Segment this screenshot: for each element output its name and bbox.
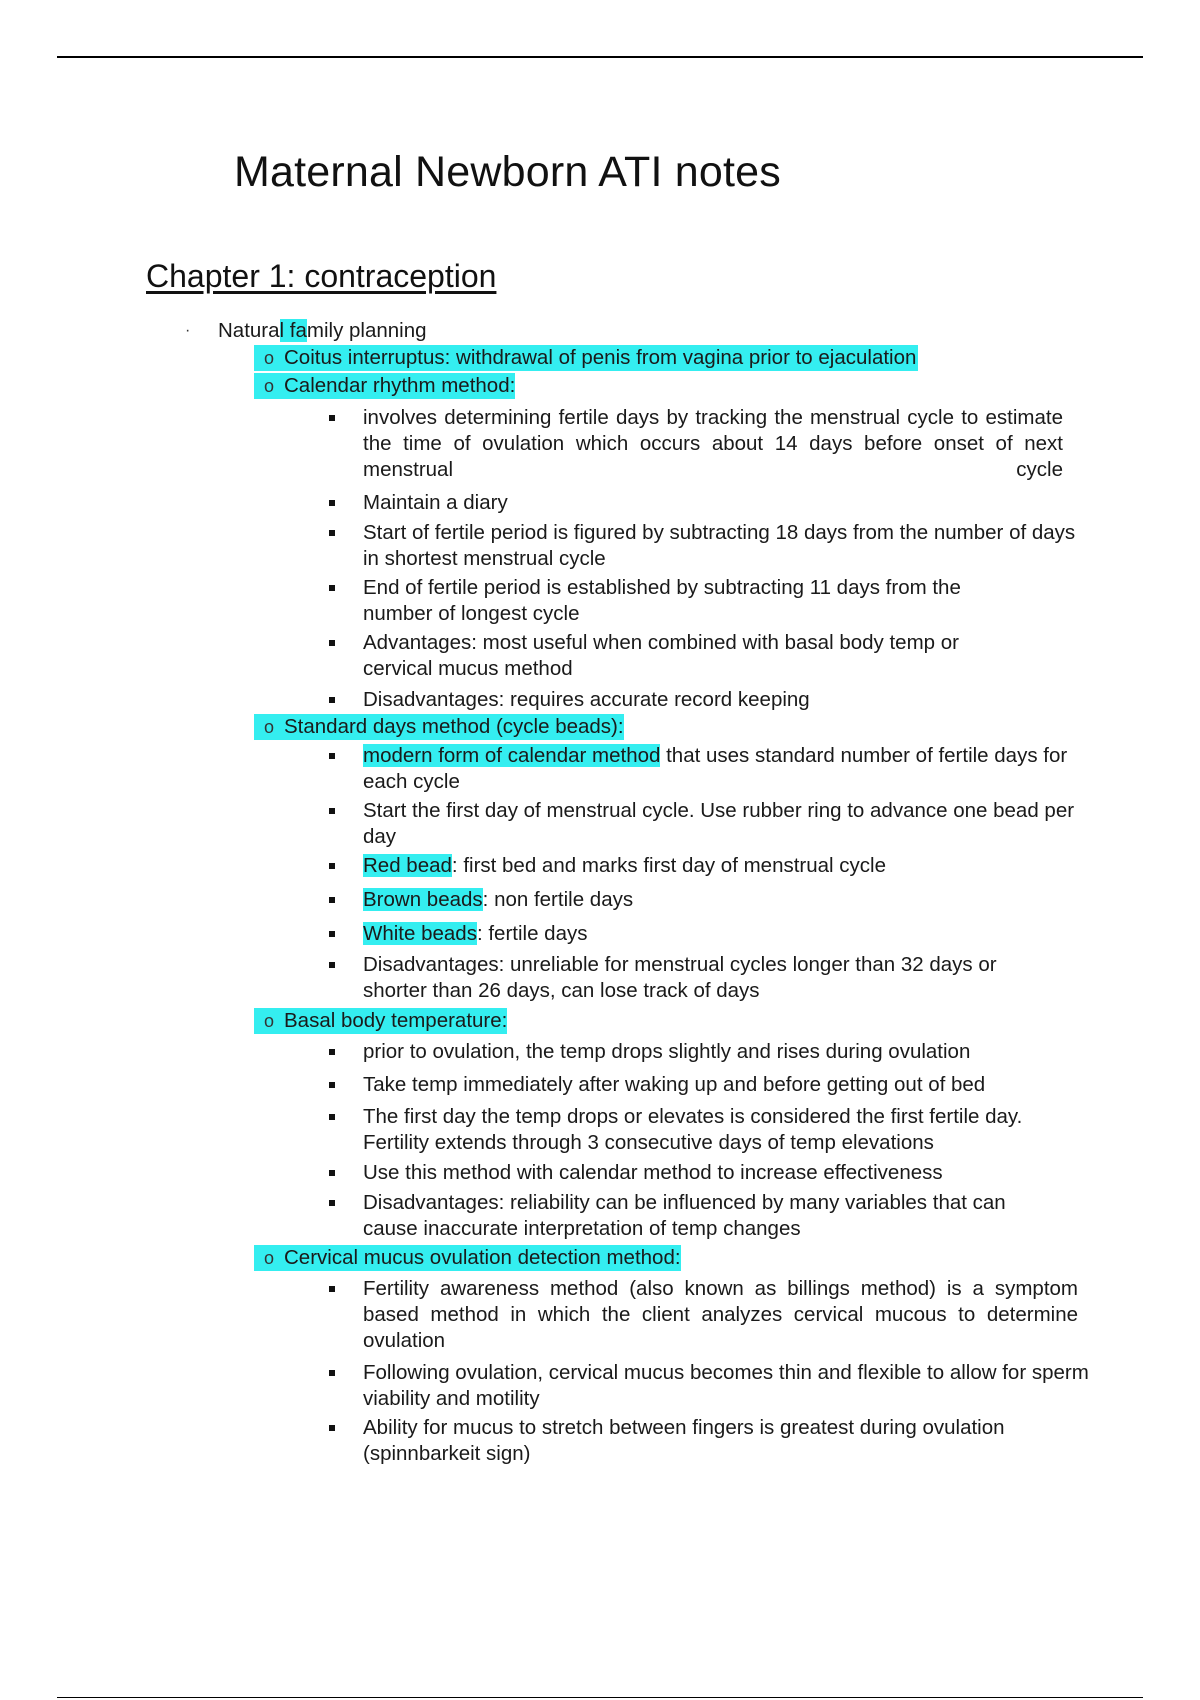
standard-days-item-6: Disadvantages: unreliable for menstrual cycles longer than 32 days or shorter than 26 days, can lose track of days <box>363 953 997 1002</box>
basal-item-5: Disadvantages: reliability can be influenced by many variables that can cause inaccurate interpretation of temp changes <box>363 1191 1006 1240</box>
calendar-item-3: Start of fertile period is figured by subtracting 18 days from the number of days in shortest menstrual cycle <box>363 521 1076 570</box>
header-rule <box>57 56 1143 58</box>
square-bullet-icon <box>329 1370 335 1376</box>
section-standard-days: Standard days method (cycle beads): <box>284 715 624 738</box>
square-bullet-icon <box>329 415 335 421</box>
square-bullet-icon <box>329 500 335 506</box>
square-bullet-icon <box>329 585 335 591</box>
square-bullet-icon <box>329 931 335 937</box>
mucus-item-1: Fertility awareness method (also known as billings method) is a symptom based method in which the client analyzes cervical mucous to determine ovulation <box>363 1277 1078 1352</box>
square-bullet-icon <box>329 1286 335 1292</box>
square-bullet-icon <box>329 697 335 703</box>
square-bullet-icon <box>329 1425 335 1431</box>
standard-days-item-red: Red bead: first bed and marks first day of menstrual cycle <box>363 854 886 877</box>
circle-bullet-icon: o <box>254 714 284 740</box>
square-bullet-icon <box>329 530 335 536</box>
list-item-natural-family-planning: Natural family planning <box>218 319 427 342</box>
calendar-item-5: Advantages: most useful when combined with basal body temp or cervical mucus method <box>363 631 959 680</box>
square-bullet-icon <box>329 808 335 814</box>
square-bullet-icon <box>329 863 335 869</box>
calendar-item-4: End of fertile period is established by subtracting 11 days from the number of longest cycle <box>363 576 961 625</box>
calendar-item-2: Maintain a diary <box>363 491 508 514</box>
circle-bullet-icon: o <box>254 373 284 399</box>
chapter-heading: Chapter 1: contraception <box>146 258 497 294</box>
square-bullet-icon <box>329 640 335 646</box>
basal-item-2: Take temp immediately after waking up and before getting out of bed <box>363 1073 986 1096</box>
mucus-item-2: Following ovulation, cervical mucus becomes thin and flexible to allow for sperm viability and motility <box>363 1361 1089 1410</box>
circle-bullet-icon: o <box>254 1245 284 1271</box>
standard-days-item-white: White beads: fertile days <box>363 922 588 945</box>
square-bullet-icon <box>329 1200 335 1206</box>
square-bullet-icon <box>329 897 335 903</box>
section-basal: Basal body temperature: <box>284 1009 508 1032</box>
section-calendar: Calendar rhythm method: <box>284 374 516 397</box>
basal-item-1: prior to ovulation, the temp drops slightly and rises during ovulation <box>363 1040 971 1063</box>
standard-days-item-2: Start the first day of menstrual cycle. Use rubber ring to advance one bead per day <box>363 799 1075 848</box>
square-bullet-icon <box>329 1114 335 1120</box>
circle-bullet-icon: o <box>254 345 284 371</box>
square-bullet-icon <box>329 1082 335 1088</box>
standard-days-item-brown: Brown beads: non fertile days <box>363 888 634 911</box>
document-title: Maternal Newborn ATI notes <box>234 148 781 196</box>
circle-bullet-icon: o <box>254 1008 284 1034</box>
square-bullet-icon <box>329 1170 335 1176</box>
section-coitus: Coitus interruptus: withdrawal of penis from vagina prior to ejaculation <box>284 346 917 369</box>
basal-item-3: The first day the temp drops or elevates is considered the first fertile day. Fertility extends through 3 consecutive days of temp elevations <box>363 1105 1023 1154</box>
section-cervical-mucus: Cervical mucus ovulation detection method: <box>284 1246 681 1269</box>
square-bullet-icon <box>329 753 335 759</box>
calendar-item-1: involves determining fertile days by tracking the menstrual cycle to estimate the time of ovulation which occurs about 14 days before onset of next menstrual cycle <box>363 406 1063 481</box>
standard-days-item-1: modern form of calendar method that uses standard number of fertile days for each cycle <box>363 744 1068 793</box>
bullet-dot-icon: · <box>185 322 191 339</box>
square-bullet-icon <box>329 1049 335 1055</box>
square-bullet-icon <box>329 962 335 968</box>
calendar-item-6: Disadvantages: requires accurate record keeping <box>363 688 810 711</box>
footer-rule <box>57 1697 1143 1698</box>
basal-item-4: Use this method with calendar method to increase effectiveness <box>363 1161 943 1184</box>
mucus-item-3: Ability for mucus to stretch between fingers is greatest during ovulation (spinnbarkeit sign) <box>363 1416 1005 1465</box>
